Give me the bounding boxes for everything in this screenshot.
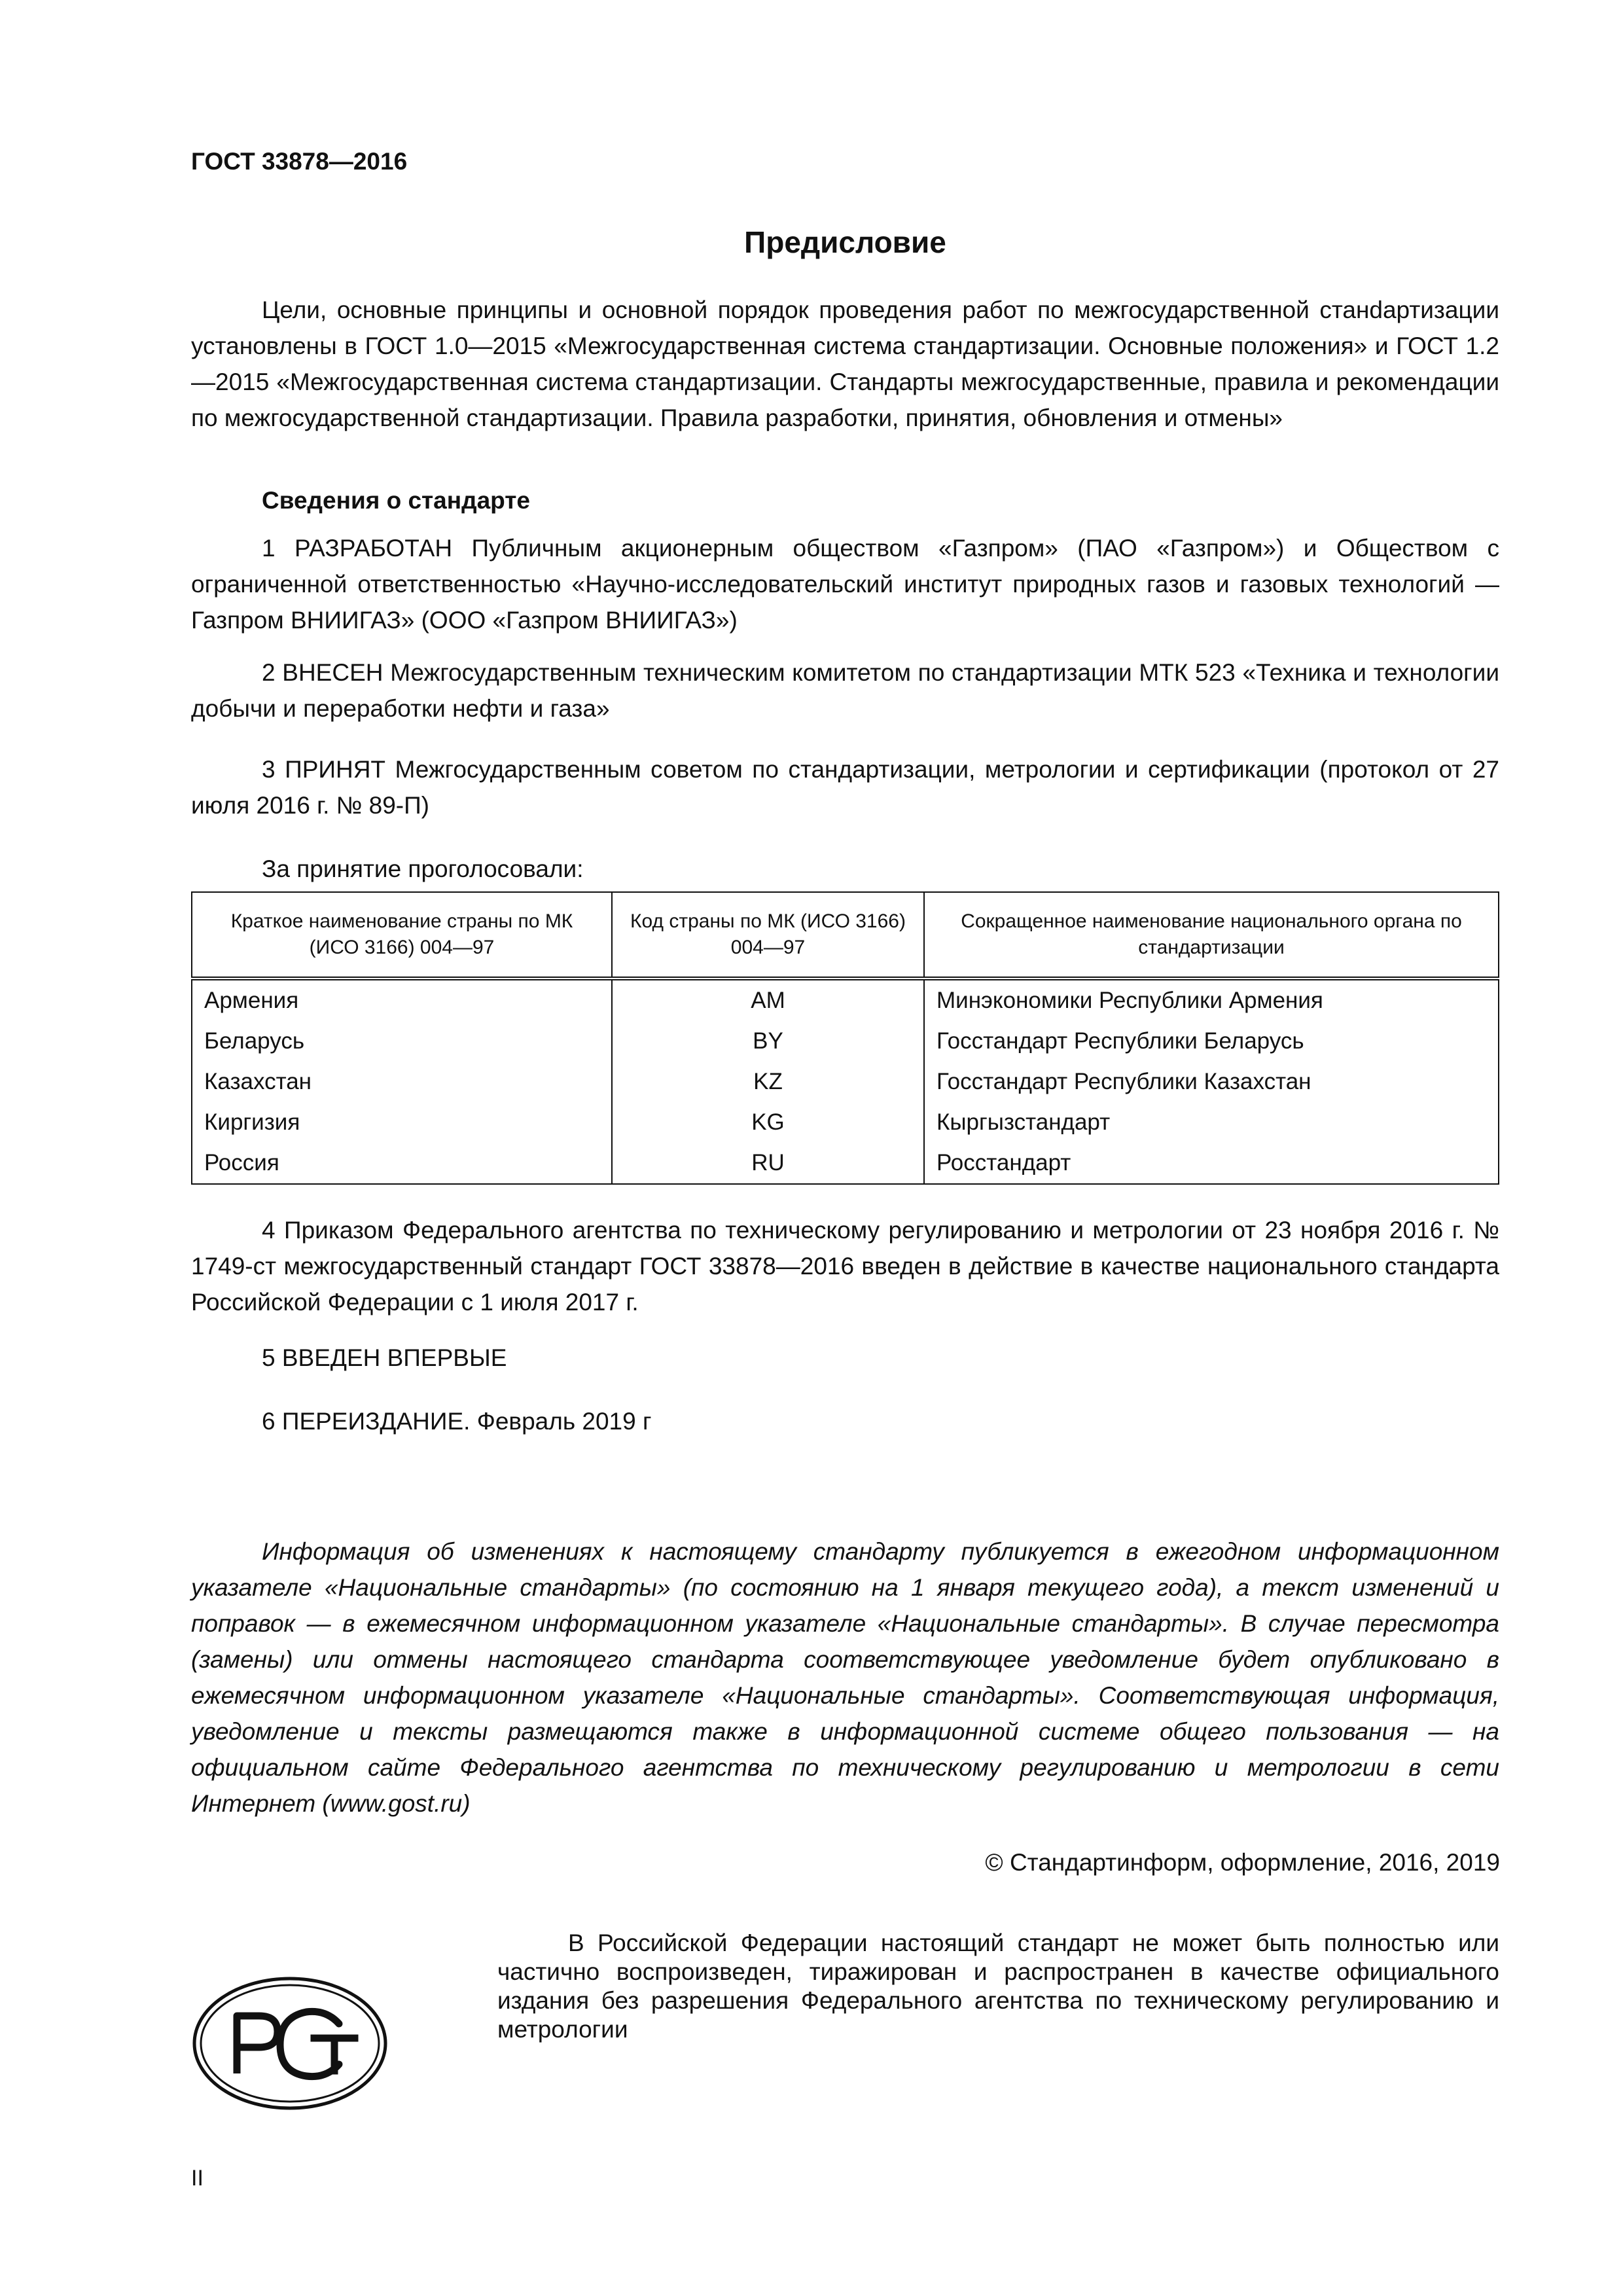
table-cell-code: BY xyxy=(612,1021,924,1062)
item-introduced: 2 ВНЕСЕН Межгосударственным техническим комитетом по стандартизации МТК 523 «Техника и технологии добычи и переработки нефти и газа» xyxy=(191,659,1499,722)
table-cell-code: AM xyxy=(612,978,924,1021)
page-title: Предисловие xyxy=(744,225,946,259)
table-row xyxy=(192,978,1499,1021)
table-header-country: Краткое наименование страны по МК (ИСО 3166) 004—97 xyxy=(192,892,612,978)
table-header-row xyxy=(192,892,1499,978)
item-first-time: 5 ВВЕДЕН ВПЕРВЫЕ xyxy=(262,1344,507,1371)
rst-logo-icon xyxy=(191,1975,389,2111)
table-row xyxy=(192,1143,1499,1184)
item-order: 4 Приказом Федерального агентства по техническому регулированию и метрологии от 23 ноября 2016 г. № 1749-ст межгосударственный стандарт ГОСТ 33878—2016 введен в действие в качестве национального стандарта Российской Федерации с 1 июля 2017 г. xyxy=(191,1217,1499,1316)
voting-table xyxy=(191,891,1499,1185)
table-cell-code: RU xyxy=(612,1143,924,1184)
table-cell-country: Армения xyxy=(192,978,612,1021)
table-cell-country: Казахстан xyxy=(192,1062,612,1102)
table-cell-body: Госстандарт Республики Казахстан xyxy=(924,1062,1499,1102)
table-cell-body: Минэкономики Республики Армения xyxy=(924,978,1499,1021)
info-heading: Сведения о стандарте xyxy=(262,487,530,514)
reproduction-notice: В Российской Федерации настоящий стандарт не может быть полностью или частично воспроизведен, тиражирован и распространен в качестве официального издания без разрешения Федерального агентства по техническому регулированию и метрологии xyxy=(497,1929,1499,2043)
voted-label: За принятие проголосовали: xyxy=(262,855,584,882)
copyright-line: © Стандартинформ, оформление, 2016, 2019 xyxy=(985,1849,1500,1876)
item-reissue: 6 ПЕРЕИЗДАНИЕ. Февраль 2019 г xyxy=(262,1408,652,1435)
table-cell-country: Киргизия xyxy=(192,1102,612,1143)
table-row xyxy=(192,1062,1499,1102)
table-cell-country: Россия xyxy=(192,1143,612,1184)
table-cell-body: Росстандарт xyxy=(924,1143,1499,1184)
table-cell-body: Кыргызстандарт xyxy=(924,1102,1499,1143)
table-cell-code: KG xyxy=(612,1102,924,1143)
table-cell-body: Госстандарт Республики Беларусь xyxy=(924,1021,1499,1062)
page-number: II xyxy=(191,2166,204,2191)
changes-info-paragraph: Информация об изменениях к настоящему стандарту публикуется в ежегодном информационном указателе «Национальные стандарты» (по состоянию на 1 января текущего года), а текст изменений и поправок — в ежемесячном информационном указателе «Национальные стандарты». В случае пересмотра (замены) или отмены настоящего стандарта соответствующее уведомление будет опубликовано в ежемесячном информационном указателе «Национальные стандарты». Соответствующая информация, уведомление и тексты размещаются также в информационной системе общего пользования — на официальном сайте Федерального агентства по техническому регулированию и метрологии в сети Интернет (www.gost.ru) xyxy=(191,1538,1499,1817)
item-developed: 1 РАЗРАБОТАН Публичным акционерным обществом «Газпром» (ПАО «Газпром») и Обществом с ограниченной ответственностью «Научно-исследовательский институт природных газов и газовых технологий — Газпром ВНИИГАЗ» (ООО «Газпром ВНИИГАЗ») xyxy=(191,535,1499,634)
table-row xyxy=(192,1102,1499,1143)
document-id: ГОСТ 33878—2016 xyxy=(191,148,408,175)
table-header-code: Код страны по МК (ИСО 3166) 004—97 xyxy=(612,892,924,978)
table-cell-code: KZ xyxy=(612,1062,924,1102)
item-adopted: 3 ПРИНЯТ Межгосударственным советом по стандартизации, метрологии и сертификации (протокол от 27 июля 2016 г. № 89-П) xyxy=(191,756,1499,819)
table-header-body: Сокращенное наименование национального органа по стандартизации xyxy=(924,892,1499,978)
intro-paragraph: Цели, основные принципы и основной порядок проведения работ по межгосударственной станdартизации установлены в ГОСТ 1.0—2015 «Межгосударственная система стандартизации. Основные положения» и ГОСТ 1.2—2015 «Межгосударственная система стандартизации. Стандарты межгосударственные, правила и рекомендации по межгосударственной стандартизации. Правила разработки, принятия, обновления и отмены» xyxy=(191,296,1499,431)
table-cell-country: Беларусь xyxy=(192,1021,612,1062)
table-row xyxy=(192,1021,1499,1062)
